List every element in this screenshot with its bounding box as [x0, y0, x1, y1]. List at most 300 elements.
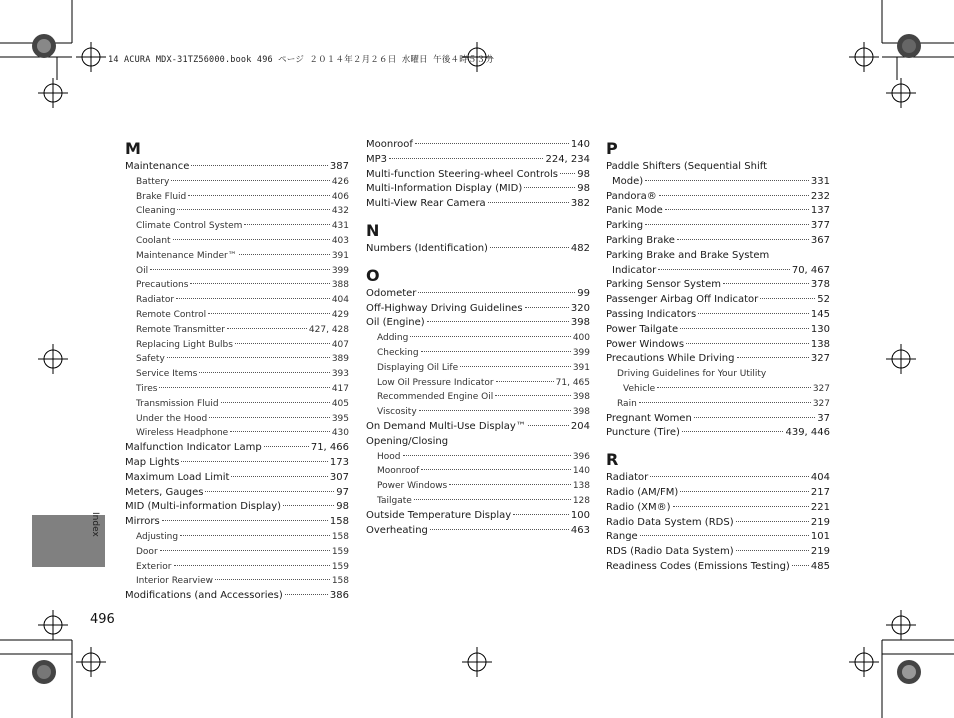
index-entry-label: Battery	[136, 176, 170, 187]
index-entry[interactable]	[125, 412, 349, 427]
index-entry[interactable]	[125, 352, 349, 367]
index-entry-page: 404	[331, 295, 349, 306]
index-entry[interactable]	[366, 509, 590, 524]
index-entry-label: Passenger Airbag Off Indicator	[606, 294, 759, 306]
index-entry-page: 138	[572, 481, 590, 492]
index-entry[interactable]	[125, 545, 349, 560]
index-entry-page: 391	[572, 362, 590, 373]
index-entry-label: Cleaning	[136, 206, 176, 217]
leader-dots	[665, 209, 809, 210]
index-entry-label: On Demand Multi-Use Display™	[366, 420, 526, 432]
leader-dots	[525, 307, 569, 308]
leader-dots	[430, 529, 569, 530]
leader-dots	[415, 143, 569, 144]
leader-dots	[419, 410, 571, 411]
index-entry[interactable]	[606, 160, 830, 175]
index-entry-label: Modifications (and Accessories)	[125, 590, 283, 602]
leader-dots	[698, 313, 809, 314]
index-entry-label: Map Lights	[125, 456, 180, 468]
index-entry-label: Multi-function Steering-wheel Controls	[366, 168, 558, 180]
leader-dots	[227, 328, 307, 329]
index-entry-label: Climate Control System	[136, 221, 243, 232]
leader-dots	[677, 239, 809, 240]
index-entry[interactable]	[606, 293, 830, 308]
index-entry-page: 389	[331, 354, 349, 365]
leader-dots	[524, 187, 575, 188]
index-entry[interactable]	[125, 589, 349, 604]
index-entry-page: 137	[810, 205, 830, 217]
leader-dots	[659, 195, 809, 196]
index-entry[interactable]	[366, 494, 590, 509]
leader-dots	[657, 387, 811, 388]
leader-dots	[490, 247, 569, 248]
index-entry-page: 388	[331, 280, 349, 291]
leader-dots	[650, 476, 809, 477]
index-entry[interactable]	[366, 302, 590, 317]
index-entry-label: Paddle Shifters (Sequential Shift	[606, 161, 767, 172]
index-entry[interactable]	[606, 501, 830, 516]
index-entry-label: Radio Data System (RDS)	[606, 516, 734, 528]
section-letter: R	[606, 450, 619, 470]
leader-dots	[173, 239, 330, 240]
leader-dots	[167, 357, 330, 358]
index-entry-label: Power Windows	[377, 481, 448, 492]
index-entry[interactable]	[125, 338, 349, 353]
index-entry-label: Interior Rearview	[136, 576, 214, 587]
index-entry[interactable]	[125, 471, 349, 486]
index-entry-page: 386	[329, 590, 349, 602]
leader-dots	[460, 366, 571, 367]
index-entry[interactable]	[606, 204, 830, 219]
index-entry-page: 403	[331, 235, 349, 246]
index-entry-page: 485	[810, 560, 830, 572]
index-entry[interactable]	[606, 530, 830, 545]
index-entry[interactable]	[606, 426, 830, 441]
page-number: 496	[90, 612, 115, 627]
leader-dots	[488, 202, 569, 203]
index-entry[interactable]	[125, 293, 349, 308]
index-entry[interactable]	[366, 450, 590, 465]
index-entry-page: 398	[572, 407, 590, 418]
index-entry-page: 232	[810, 190, 830, 202]
leader-dots	[190, 283, 329, 284]
index-entry-page: 320	[570, 302, 590, 314]
leader-dots	[686, 343, 809, 344]
index-entry-page: 393	[331, 369, 349, 380]
index-entry-label: Moonroof	[377, 466, 420, 477]
leader-dots	[231, 476, 327, 477]
leader-dots	[199, 372, 330, 373]
index-entry-label: Odometer	[366, 287, 417, 299]
index-entry-page: 204	[570, 420, 590, 432]
index-entry[interactable]	[366, 405, 590, 420]
leader-dots	[496, 381, 554, 382]
leader-dots	[208, 313, 330, 314]
index-entry[interactable]	[606, 397, 830, 412]
print-info-header: 14 ACURA MDX-31TZ56000.book 496 ページ ２０１４年２月２６日 水曜日 午後４時５３分	[108, 55, 495, 65]
leader-dots	[760, 298, 815, 299]
leader-dots	[283, 505, 334, 506]
index-entry-label: Opening/Closing	[366, 435, 449, 447]
index-entry[interactable]	[366, 197, 590, 212]
leader-dots	[639, 402, 811, 403]
index-entry-label: Passing Indicators	[606, 308, 697, 320]
index-entry[interactable]	[606, 382, 830, 397]
leader-dots	[658, 269, 790, 270]
index-entry-label: Service Items	[136, 369, 198, 380]
index-entry[interactable]	[606, 471, 830, 486]
index-column-1	[125, 138, 349, 604]
index-entry-page: 398	[570, 317, 590, 329]
index-entry-label: Under the Hood	[136, 413, 208, 424]
index-entry[interactable]	[606, 545, 830, 560]
index-entry[interactable]	[606, 190, 830, 205]
index-entry-label: Range	[606, 531, 638, 543]
index-entry-page: 99	[577, 287, 590, 299]
section-letter: M	[125, 139, 141, 158]
index-entry-page: 224, 234	[545, 153, 590, 165]
index-entry-label: Pregnant Women	[606, 412, 692, 424]
index-entry-label: Low Oil Pressure Indicator	[377, 377, 494, 388]
leader-dots	[191, 165, 328, 166]
index-entry[interactable]	[606, 264, 830, 279]
leader-dots	[244, 224, 329, 225]
index-entry[interactable]	[125, 219, 349, 234]
leader-dots	[421, 469, 571, 470]
index-entry-label: Viscosity	[377, 407, 417, 418]
index-entry-page: 407	[331, 339, 349, 350]
index-entry-label: Remote Transmitter	[136, 324, 225, 335]
index-entry-page: 406	[331, 191, 349, 202]
index-entry[interactable]	[606, 352, 830, 367]
leader-dots	[560, 173, 575, 174]
leader-dots	[645, 224, 809, 225]
index-entry-label: Off-Highway Driving Guidelines	[366, 302, 523, 314]
index-entry-page: 327	[810, 353, 830, 365]
leader-dots	[176, 298, 330, 299]
index-entry-label: MID (Multi-information Display)	[125, 501, 282, 513]
index-entry[interactable]	[125, 175, 349, 190]
index-column-2	[366, 138, 590, 538]
leader-dots	[159, 387, 329, 388]
index-entry[interactable]	[366, 390, 590, 405]
index-entry-label: Maintenance	[125, 161, 190, 172]
index-entry-page: 158	[329, 516, 349, 528]
index-entry[interactable]	[125, 560, 349, 575]
index-entry[interactable]	[366, 464, 590, 479]
index-entry-page: 396	[572, 451, 590, 462]
leader-dots	[180, 535, 330, 536]
index-entry-page: 97	[336, 486, 349, 498]
leader-dots	[680, 491, 809, 492]
leader-dots	[389, 158, 543, 159]
leader-dots	[403, 455, 571, 456]
index-entry-label: Overheating	[366, 524, 428, 536]
index-entry[interactable]	[125, 486, 349, 501]
index-entry-label: Puncture (Tire)	[606, 427, 680, 439]
index-entry-page: 367	[810, 234, 830, 246]
index-entry-label: Exterior	[136, 561, 172, 572]
index-entry-page: 327	[812, 383, 830, 394]
index-entry-page: 395	[331, 413, 349, 424]
index-entry[interactable]	[606, 278, 830, 293]
index-entry[interactable]	[125, 574, 349, 589]
index-entry-label: Power Tailgate	[606, 323, 679, 335]
index-entry-page: 307	[329, 471, 349, 483]
index-entry-page: 387	[329, 161, 349, 172]
index-entry-label: Checking	[377, 347, 419, 358]
index-entry-page: 331	[810, 175, 830, 187]
index-entry[interactable]	[366, 420, 590, 435]
index-entry[interactable]	[125, 190, 349, 205]
index-entry[interactable]	[125, 160, 349, 175]
leader-dots	[421, 351, 571, 352]
index-entry-page: 52	[817, 294, 830, 306]
leader-dots	[205, 491, 334, 492]
index-entry[interactable]	[366, 376, 590, 391]
index-entry-page: 128	[572, 495, 590, 506]
index-entry-page: 159	[331, 561, 349, 572]
index-entry-page: 219	[810, 546, 830, 558]
side-tab-label: Index	[90, 512, 100, 537]
index-entry-label: Vehicle	[623, 383, 656, 394]
leader-dots	[694, 417, 815, 418]
index-entry-label: Coolant	[136, 235, 171, 246]
index-entry-page: 399	[331, 265, 349, 276]
index-entry-page: 158	[331, 576, 349, 587]
index-entry[interactable]	[125, 426, 349, 441]
index-entry[interactable]	[366, 287, 590, 302]
index-entry[interactable]	[125, 278, 349, 293]
index-entry-label: Adding	[377, 333, 409, 344]
index-entry-label: Radio (XM®)	[606, 501, 671, 513]
index-entry-label: Wireless Headphone	[136, 428, 229, 439]
index-entry[interactable]	[125, 323, 349, 338]
index-entry[interactable]	[366, 479, 590, 494]
index-entry-label: Remote Control	[136, 309, 207, 320]
leader-dots	[264, 446, 309, 447]
index-entry[interactable]	[125, 234, 349, 249]
index-entry-label: Tires	[136, 383, 158, 394]
index-entry-label: Panic Mode	[606, 205, 663, 217]
index-entry-label: Malfunction Indicator Lamp	[125, 442, 262, 454]
index-entry-page: 101	[810, 531, 830, 543]
leader-dots	[792, 565, 809, 566]
leader-dots	[673, 506, 809, 507]
index-entry-label: Door	[136, 546, 158, 557]
index-entry-label: MP3	[366, 153, 388, 165]
leader-dots	[239, 254, 330, 255]
index-entry[interactable]	[606, 175, 830, 190]
index-entry-page: 138	[810, 338, 830, 350]
index-entry-label: Mirrors	[125, 516, 160, 528]
index-entry-label: Power Windows	[606, 338, 685, 350]
index-entry-page: 219	[810, 516, 830, 528]
index-entry[interactable]	[366, 168, 590, 183]
leader-dots	[723, 283, 809, 284]
index-entry-label: Meters, Gauges	[125, 486, 204, 498]
index-entry[interactable]	[366, 361, 590, 376]
index-entry-label: Driving Guidelines for Your Utility	[617, 369, 767, 380]
leader-dots	[150, 269, 330, 270]
index-entry[interactable]	[366, 242, 590, 257]
index-entry-page: 382	[570, 198, 590, 210]
index-entry[interactable]	[606, 323, 830, 338]
index-entry-label: Radiator	[606, 472, 649, 484]
index-entry-label: Indicator	[612, 264, 657, 276]
leader-dots	[209, 417, 330, 418]
index-entry[interactable]	[606, 338, 830, 353]
index-entry-label: Numbers (Identification)	[366, 242, 488, 254]
index-entry-page: 145	[810, 308, 830, 320]
section-letter: O	[366, 265, 380, 285]
index-entry[interactable]	[366, 524, 590, 539]
index-entry[interactable]	[125, 530, 349, 545]
index-entry-label: Rain	[617, 398, 637, 409]
index-entry-label: Oil (Engine)	[366, 317, 425, 329]
index-entry-label: Precautions	[136, 280, 189, 291]
index-entry[interactable]	[366, 346, 590, 361]
leader-dots	[414, 499, 571, 500]
index-entry-page: 404	[810, 472, 830, 484]
index-entry-page: 98	[336, 501, 349, 513]
index-entry[interactable]	[606, 412, 830, 427]
index-entry[interactable]	[606, 308, 830, 323]
index-entry-page: 217	[810, 486, 830, 498]
index-entry[interactable]	[125, 249, 349, 264]
leader-dots	[427, 321, 569, 322]
index-entry-page: 430	[331, 428, 349, 439]
index-entry[interactable]	[366, 435, 590, 450]
index-entry-page: 98	[577, 168, 590, 180]
leader-dots	[680, 328, 809, 329]
index-entry-label: Multi-Information Display (MID)	[366, 183, 523, 195]
index-entry-label: Moonroof	[366, 139, 413, 150]
leader-dots	[285, 594, 328, 595]
index-entry[interactable]	[606, 367, 830, 382]
index-entry-page: 377	[810, 220, 830, 232]
index-entry-page: 429	[331, 309, 349, 320]
index-entry[interactable]	[125, 397, 349, 412]
index-entry-page: 100	[570, 509, 590, 521]
index-entry[interactable]	[606, 486, 830, 501]
leader-dots	[162, 520, 328, 521]
index-entry-label: Pandora®	[606, 190, 657, 202]
index-entry[interactable]	[366, 182, 590, 197]
section-letter: N	[366, 220, 380, 240]
index-entry-label: Multi-View Rear Camera	[366, 198, 486, 210]
index-entry-label: Displaying Oil Life	[377, 362, 459, 373]
leader-dots	[736, 550, 809, 551]
index-entry[interactable]	[606, 249, 830, 264]
index-entry[interactable]	[125, 308, 349, 323]
index-entry[interactable]	[125, 264, 349, 279]
leader-dots	[495, 395, 571, 396]
index-entry-page: 405	[331, 398, 349, 409]
index-entry-label: Mode)	[612, 175, 644, 187]
index-entry-page: 482	[570, 242, 590, 254]
index-entry-label: Recommended Engine Oil	[377, 392, 494, 403]
index-entry-page: 400	[572, 333, 590, 344]
leader-dots	[640, 535, 809, 536]
leader-dots	[682, 431, 784, 432]
index-entry-label: Oil	[136, 265, 149, 276]
leader-dots	[160, 550, 330, 551]
leader-dots	[215, 579, 330, 580]
index-entry-page: 431	[331, 221, 349, 232]
index-entry[interactable]	[366, 331, 590, 346]
index-entry[interactable]	[125, 441, 349, 456]
index-entry-page: 158	[331, 531, 349, 542]
index-entry-label: Tailgate	[377, 495, 412, 506]
index-entry-page: 439, 446	[785, 427, 830, 439]
leader-dots	[177, 209, 329, 210]
leader-dots	[230, 431, 330, 432]
section-letter: P	[606, 139, 618, 158]
leader-dots	[513, 514, 569, 515]
index-entry-page: 391	[331, 250, 349, 261]
index-entry-page: 426	[331, 176, 349, 187]
index-entry-page: 71, 466	[310, 442, 349, 454]
index-entry-page: 70, 467	[791, 264, 830, 276]
index-entry-page: 140	[570, 139, 590, 150]
index-entry-page: 37	[817, 412, 830, 424]
leader-dots	[737, 357, 809, 358]
index-entry-label: Parking Brake and Brake System	[606, 249, 770, 261]
index-entry[interactable]	[366, 138, 590, 153]
index-entry[interactable]	[125, 367, 349, 382]
leader-dots	[418, 292, 575, 293]
index-entry-label: Parking	[606, 220, 644, 232]
leader-dots	[528, 425, 569, 426]
index-entry-label: Outside Temperature Display	[366, 509, 512, 521]
index-entry[interactable]	[125, 382, 349, 397]
index-entry-page: 427, 428	[308, 324, 349, 335]
index-entry-label: Readiness Codes (Emissions Testing)	[606, 560, 790, 572]
index-entry-page: 378	[810, 279, 830, 291]
index-entry-label: Parking Brake	[606, 234, 675, 246]
index-entry-page: 463	[570, 524, 590, 536]
index-entry-page: 173	[329, 456, 349, 468]
index-entry[interactable]	[366, 316, 590, 331]
leader-dots	[645, 180, 809, 181]
index-entry-label: Transmission Fluid	[136, 398, 219, 409]
index-entry-label: Radiator	[136, 295, 175, 306]
index-entry-label: Safety	[136, 354, 165, 365]
index-entry-label: Brake Fluid	[136, 191, 187, 202]
index-entry[interactable]	[606, 560, 830, 575]
index-entry-label: Maintenance Minder™	[136, 250, 237, 261]
index-column-3	[606, 138, 830, 575]
index-entry-label: Maximum Load Limit	[125, 471, 230, 483]
index-entry[interactable]	[606, 219, 830, 234]
index-entry[interactable]	[366, 153, 590, 168]
index-entry-page: 159	[331, 546, 349, 557]
index-entry-page: 399	[572, 347, 590, 358]
index-entry-label: Precautions While Driving	[606, 353, 735, 365]
index-entry-page: 417	[331, 383, 349, 394]
leader-dots	[174, 565, 330, 566]
leader-dots	[235, 343, 330, 344]
index-entry[interactable]	[125, 456, 349, 471]
leader-dots	[181, 461, 327, 462]
index-entry[interactable]	[125, 500, 349, 515]
index-entry[interactable]	[125, 204, 349, 219]
leader-dots	[410, 336, 570, 337]
index-entry[interactable]	[125, 515, 349, 530]
index-entry[interactable]	[606, 234, 830, 249]
index-entry[interactable]	[606, 516, 830, 531]
